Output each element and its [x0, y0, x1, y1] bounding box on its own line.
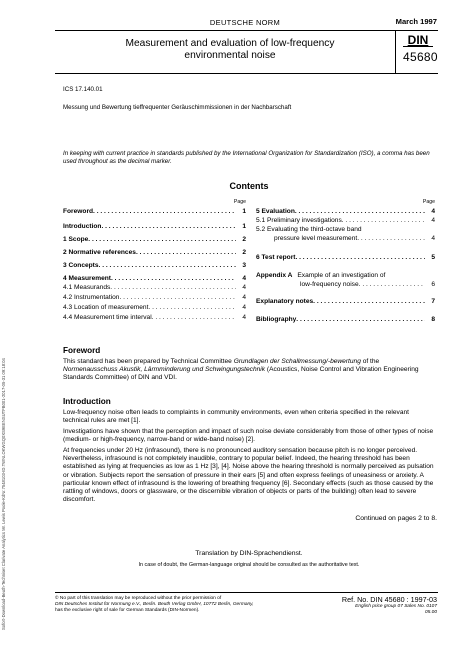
toc-entry-preliminary-investigations[interactable]: 5.1 Preliminary investigations . . . 4: [256, 217, 435, 225]
norm-label: DEUTSCHE NORM: [209, 18, 281, 27]
title-divider: [395, 31, 396, 73]
toc-entry-evaluating-third-octave-cont[interactable]: pressure level measurement . . . 4: [274, 235, 435, 243]
publication-date: March 1997: [395, 17, 437, 26]
continued-note: Continued on pages 2 to 8.: [355, 515, 437, 522]
toc-entry-instrumentation[interactable]: 4.2 Instrumentation . . . 4: [63, 294, 246, 302]
copyright-notice: © No part of this translation may be reproduced without the prior permission of DIN Deutsches Institut für Normung e.V., Berlin. Beuth Verlag GmbH, 10772 Berlin, Germany, has the exclusive right of sale for German Standards (DIN-Normen).: [55, 596, 254, 613]
toc-entry-concepts[interactable]: 3 Concepts . . . 3: [63, 262, 246, 270]
reference-block: [342, 596, 437, 616]
introduction-heading: Introduction: [63, 397, 111, 406]
din-logo: [403, 33, 438, 64]
toc-entry-location-of-measurement[interactable]: 4.3 Location of measurement . . . 4: [63, 304, 246, 312]
price-group: English price group 07 Sales No. 0107: [355, 604, 437, 609]
introduction-paragraph-1: Low-frequency noise often leads to complaints in community environments, even when criteria specified in the relevant technical rules are met [1].: [63, 409, 409, 425]
contents-heading: Contents: [229, 181, 269, 191]
foreword-text: This standard has been prepared by Technical Committee Grundlagen der Schallmessung/-bewertung of the Normenausschuss Akustik, Lärmminderung und Schwingungstechnik (Acoustics, Noise Control and Vibration Engineering Standards Committee) of DIN and VDI.: [63, 358, 419, 382]
introduction-paragraph-3: At frequencies under 20 Hz (infrasound), there is no pronounced auditory sensation because pitch is no longer perceived. Nevertheless, infrasound is not completely inaudible, contrary to popular belief. Indeed, the hearing threshold has been established as lying at frequencies as low as 1 Hz [3], [4]. Noise above the hearing threshold is normally perceived as pulsation or vibration. Subjects report the sensation of pressure in their ears [5] and often express feelings of uneasiness or anxiety. A particular known effect of infrasound is the lowering of breathing frequency [6]. Secondary effects (such as those caused by the rattling of windows, doors or glassware, or the discernible vibration of objects or parts of the building) often lead to severe discomfort.: [63, 447, 434, 504]
toc-entry-explanatory-notes[interactable]: Explanatory notes . . . 7: [256, 298, 435, 306]
toc-entry-measurement[interactable]: 4 Measurement . . . 4: [63, 275, 246, 283]
toc-left-page-label: Page: [233, 199, 246, 205]
toc-entry-appendix-a[interactable]: Appendix A Example of an investigation of: [256, 272, 386, 279]
translation-credit: Translation by DIN-Sprachendienst.: [195, 550, 303, 557]
toc-entry-normative-references[interactable]: 2 Normative references . . . 2: [63, 249, 246, 257]
toc-entry-measurands[interactable]: 4.1 Measurands . . . 4: [63, 284, 246, 292]
edition-code: 05.00: [424, 610, 437, 615]
foreword-heading: Foreword: [63, 346, 101, 355]
title-line-2: environmental noise: [184, 50, 276, 61]
toc-entry-appendix-a-cont[interactable]: low-frequency noise . . . 6: [300, 281, 435, 289]
toc-right-page-label: Page: [422, 199, 435, 205]
document-title: [85, 38, 375, 62]
toc-entry-test-report[interactable]: 6 Test report . . . 5: [256, 254, 435, 262]
toc-entry-bibliography[interactable]: Bibliography . . . 8: [256, 316, 435, 324]
footer-divider: [55, 592, 438, 593]
decimal-marker-note: In keeping with current practice in standards published by the International Organization for Standardization (ISO), a comma has been used throughout as the decimal marker.: [63, 150, 430, 165]
title-block: [55, 30, 438, 74]
toc-entry-evaluating-third-octave[interactable]: 5.2 Evaluating the third-octave band: [256, 226, 362, 233]
toc-entry-foreword[interactable]: Foreword . . . 1: [63, 208, 246, 216]
german-title: Messung und Bewertung tieffrequenter Geräuschimmissionen in der Nachbarschaft: [63, 104, 292, 111]
ics-code: ICS 17.140.01: [63, 86, 103, 93]
download-watermark: [1, 250, 11, 630]
download-watermark-text: Sofort-Download-Beuth-Techniset Clarivate Analytics Mr. Lewis Poole-KdNr.7548103-ID.TWNLOKWGQ0XS9EENSUTFB001-2017-05-31 09:18:04: [1, 358, 6, 630]
reference-number: Ref. No. DIN 45680 : 1997-03: [341, 595, 437, 604]
toc-entry-introduction[interactable]: Introduction . . . 1: [63, 223, 246, 231]
title-line-1: Measurement and evaluation of low-frequency: [125, 38, 335, 49]
toc-entry-measurement-time-interval[interactable]: 4.4 Measurement time interval . . . 4: [63, 314, 246, 322]
authoritative-note: In case of doubt, the German-language original should be consulted as the authoritative text.: [138, 562, 360, 568]
introduction-paragraph-2: Investigations have shown that the perception and impact of such noise deviate considerably from those of other types of noise (medium- or high-frequency, narrow-band or wide-band noise) [2].: [63, 428, 434, 444]
standard-number: 45680: [403, 50, 438, 64]
toc-entry-evaluation[interactable]: 5 Evaluation . . . 4: [256, 208, 435, 216]
din-logo-word: DIN: [403, 35, 433, 47]
toc-entry-scope[interactable]: 1 Scope . . . 2: [63, 236, 246, 244]
